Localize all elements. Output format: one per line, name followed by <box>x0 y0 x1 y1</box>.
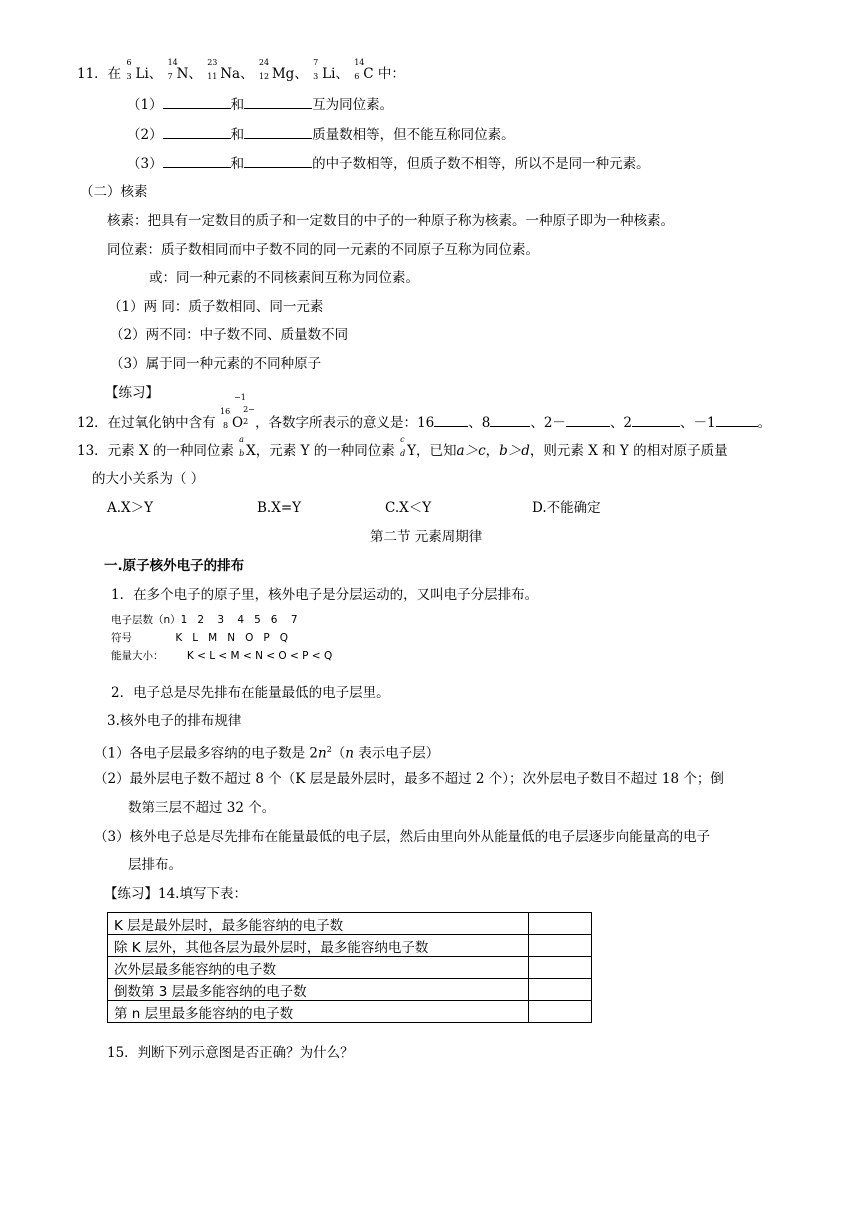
table-cell-answer[interactable] <box>529 1001 592 1023</box>
table-cell-answer[interactable] <box>529 957 592 979</box>
table-cell-answer[interactable] <box>529 935 592 957</box>
peroxide-ion: 16 8 −1 O 2− 2 <box>219 393 255 431</box>
answer-blank[interactable] <box>434 412 468 427</box>
q13-option-d[interactable]: D.不能确定 <box>532 500 601 516</box>
rule-3-line-2: 层排布。 <box>128 857 182 873</box>
isotope-mg24: 24 12 Mg <box>258 58 295 82</box>
q14-table <box>107 912 592 1023</box>
q11-intro: 11．在 6 3 Li、 14 7 N、 23 11 Na、 24 12 Mg、 7 3 Li、 14 6 C 中： <box>77 58 405 82</box>
q13-option-c[interactable]: C.X＜Y <box>385 500 432 516</box>
rule-2-line-2: 数第三层不超过 32 个。 <box>128 800 276 816</box>
rule-1: （1）各电子层最多容纳的电子数是 $2n^2(n$ 表示电子层） <box>94 745 440 762</box>
shell-row-symbol: 符号 K L M N O P Q <box>111 632 288 644</box>
q11-item-1: （1） 和 互为同位素。 <box>127 94 393 115</box>
q11-item-2: （2） 和 质量数相等，但不能互称同位素。 <box>127 124 515 145</box>
shell-row-energy: 能量大小： K < L < M < N < O < P < Q <box>111 650 333 662</box>
table-row <box>108 913 592 935</box>
nuclide-point-3: （3）属于同一种元素的不同种原子 <box>110 356 322 372</box>
table-row <box>108 957 592 979</box>
isotope-c14: 14 6 C <box>354 58 374 82</box>
rule-3-line-1: （3）核外电子总是尽先排布在能量最低的电子层，然后由里向外从能量低的电子层逐步向能量高的电子 <box>94 829 711 845</box>
answer-blank[interactable] <box>632 412 680 427</box>
q15: 15．判断下列示意图是否正确？为什么？ <box>107 1045 354 1061</box>
table-cell-question: 倒数第 3 层最多能容纳的电子数 <box>108 979 529 1001</box>
rule-2-line-1: （2）最外层电子数不超过 8 个（K 层是最外层时，最多不超过 2 个）；次外层电子数目不超过 18 个；倒 <box>94 771 724 787</box>
section-heading-1: 一.原子核外电子的排布 <box>104 558 245 574</box>
answer-blank[interactable] <box>163 153 231 168</box>
paragraph-3: 3.核外电子的排布规律 <box>107 713 242 729</box>
q14-intro: 【练习】14.填写下表： <box>104 886 247 902</box>
q13-line-2: 的大小关系为（ ） <box>92 471 205 487</box>
table-row <box>108 979 592 1001</box>
answer-blank[interactable] <box>490 412 530 427</box>
paragraph-1: 1．在多个电子的原子里，核外电子是分层运动的，又叫电子分层排布。 <box>111 587 539 603</box>
isotope-li6: 6 3 Li <box>126 58 149 82</box>
answer-blank[interactable] <box>163 124 231 139</box>
answer-blank[interactable] <box>716 412 758 427</box>
q12: 12．在过氧化钠中含有 16 8 −1 O 2− 2 ，各数字所表示的意义是：16 、8 、2－ 、2 、－1 。 <box>77 393 772 431</box>
isotope-definition: 同位素：质子数相同而中子数不同的同一元素的不同原子互称为同位素。 <box>107 242 539 258</box>
answer-blank[interactable] <box>244 153 312 168</box>
answer-blank[interactable] <box>566 412 610 427</box>
answer-blank[interactable] <box>163 94 231 109</box>
nuclide-definition: 核素：把具有一定数目的质子和一定数目的中子的一种原子称为核素。一种原子即为一种核素。 <box>107 213 674 229</box>
section-title: 第二节 元素周期律 <box>370 529 483 545</box>
table-cell-question: 除 K 层外，其他各层为最外层时，最多能容纳电子数 <box>108 935 529 957</box>
practice-heading: 【练习】 <box>105 385 159 401</box>
q13-option-a[interactable]: A.X＞Y <box>107 500 154 516</box>
isotope-na23: 23 11 Na <box>207 58 241 82</box>
table-row <box>108 1001 592 1023</box>
isotope-x: a b X <box>239 435 256 459</box>
nuclide-point-1: （1）两 同：质子数相同、同一元素 <box>108 299 324 315</box>
table-cell-question: 第 n 层里最多能容纳的电子数 <box>108 1001 529 1023</box>
nuclide-point-2: （2）两不同：中子数不同、质量数不同 <box>110 327 349 343</box>
q13-line-1: 13．元素 X 的一种同位素 a b X，元素 Y 的一种同位素 c d Y，已知a＞c，b＞d，则元素 X 和 Y 的相对原子质量 <box>77 435 728 459</box>
table-cell-answer[interactable] <box>529 979 592 1001</box>
isotope-n14: 14 7 N <box>167 58 189 82</box>
answer-blank[interactable] <box>244 94 312 109</box>
table-cell-question: K 层是最外层时，最多能容纳的电子数 <box>108 913 529 935</box>
answer-blank[interactable] <box>244 124 312 139</box>
q11-item-3: （3） 和 的中子数相等，但质子数不相等，所以不是同一种元素。 <box>127 153 650 174</box>
paragraph-2: 2．电子总是尽先排布在能量最低的电子层里。 <box>111 685 390 701</box>
shell-row-number: 电子层数（n）1 2 3 4 5 6 7 <box>111 614 298 626</box>
q13-option-b[interactable]: B.X=Y <box>257 500 302 516</box>
table-cell-question: 次外层最多能容纳的电子数 <box>108 957 529 979</box>
table-row <box>108 935 592 957</box>
isotope-definition-alt: 或：同一种元素的不同核素间互称为同位素。 <box>149 270 419 286</box>
isotope-y: c d Y <box>400 435 417 459</box>
isotope-li7: 7 3 Li <box>313 58 336 82</box>
table-cell-answer[interactable] <box>529 913 592 935</box>
nuclide-heading: （二）核素 <box>80 184 148 200</box>
